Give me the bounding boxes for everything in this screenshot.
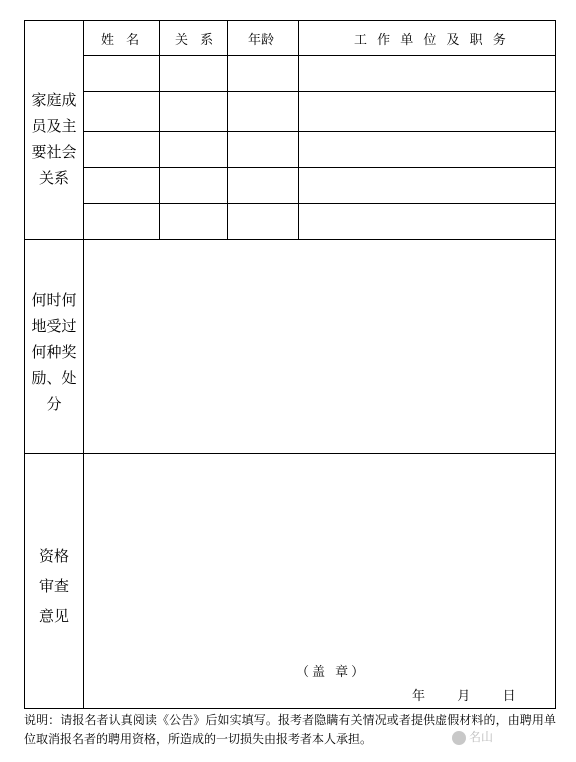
header-relation: 关 系 bbox=[175, 33, 218, 48]
family-row-line-5 bbox=[83, 203, 556, 204]
watermark bbox=[452, 728, 493, 745]
family-label-line: 员及主 bbox=[31, 117, 77, 135]
review-label-line: 资格 bbox=[38, 547, 69, 565]
family-cell-input[interactable] bbox=[84, 56, 159, 91]
frame-right bbox=[555, 20, 556, 709]
awards-label-line: 地受过 bbox=[31, 317, 77, 335]
family-row-line-2 bbox=[83, 91, 556, 92]
frame-top bbox=[24, 20, 556, 21]
seal-text: （盖 章） bbox=[296, 665, 368, 680]
awards-label-line: 励、处 bbox=[31, 369, 77, 387]
awards-label-line: 分 bbox=[46, 395, 62, 413]
review-input-area[interactable] bbox=[84, 454, 555, 654]
family-row-line-4 bbox=[83, 167, 556, 168]
watermark-icon bbox=[452, 731, 466, 745]
family-cell-input[interactable] bbox=[160, 56, 227, 91]
family-col-line-2 bbox=[227, 20, 228, 240]
awards-label-line: 何种奖 bbox=[31, 343, 77, 361]
frame-bottom bbox=[24, 708, 556, 709]
header-workplace: 工 作 单 位 及 职 务 bbox=[354, 33, 509, 48]
footnote: 说明：请报名者认真阅读《公告》后如实填写。报考者隐瞒有关情况或者提供虚假材料的，由聘用单位取消报名者的聘用资格，所造成的一切损失由报考者本人承担。 bbox=[24, 713, 556, 746]
review-label bbox=[25, 541, 83, 631]
review-label-line: 审查 bbox=[38, 577, 69, 595]
family-label-line: 家庭成 bbox=[31, 91, 77, 109]
family-col-line-1 bbox=[159, 20, 160, 240]
date-line bbox=[412, 685, 516, 704]
family-col-line-3 bbox=[298, 20, 299, 240]
family-cell-input[interactable] bbox=[299, 56, 555, 91]
watermark-text: 名山 bbox=[469, 730, 494, 744]
awards-input-area[interactable] bbox=[84, 240, 555, 453]
awards-label-line: 何时何 bbox=[31, 291, 77, 309]
awards-label bbox=[25, 287, 83, 417]
date-year: 年 bbox=[412, 689, 426, 704]
family-cell-input[interactable] bbox=[228, 56, 298, 91]
header-age: 年龄 bbox=[248, 33, 275, 48]
review-label-line: 意见 bbox=[38, 607, 69, 625]
header-name: 姓 名 bbox=[101, 33, 144, 48]
family-label bbox=[25, 87, 83, 191]
family-label-line: 关系 bbox=[38, 169, 69, 187]
family-row-line-3 bbox=[83, 131, 556, 132]
family-label-line: 要社会 bbox=[31, 143, 77, 161]
date-month: 月 bbox=[457, 689, 471, 704]
date-day: 日 bbox=[502, 689, 516, 704]
